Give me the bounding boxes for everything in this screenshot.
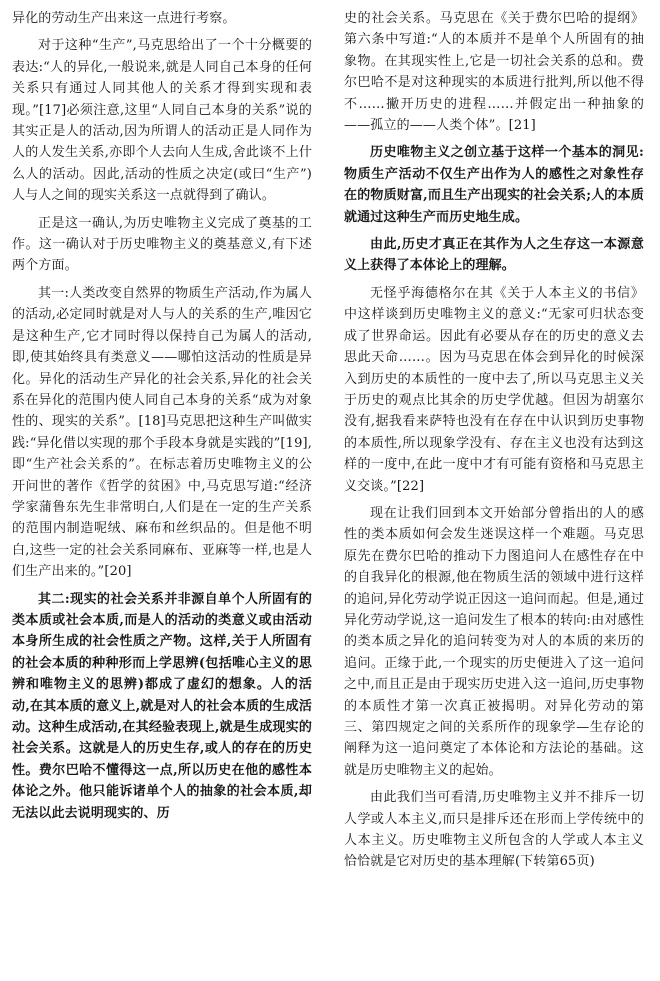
paragraph: 无怪乎海德格尔在其《关于人本主义的书信》中这样谈到历史唯物主义的意义:“无家可归状态变成了世界命运。因此有必要从存在的历史的意义去思此天命……。因为马克思在体会到异化的时候深入到历史的本质性的一度中去了,所以马克思主义关于历史的观点比其余的历史学优越。但因为胡塞尔没有,据我看来萨特也没有在存在中认识到历史事物的本质性,所以现象学没有、存在主义也没有达到这样的一度中,在此一度中才有可能有资格和马克思主义交谈。”[22] xyxy=(344,285,644,494)
paragraph: 正是这一确认,为历史唯物主义完成了奠基的工作。这一确认对于历史唯物主义的奠基意义,有下述两个方面。 xyxy=(12,215,312,274)
paragraph: 其二:现实的社会关系并非源自单个人所固有的类本质或社会本质,而是人的活动的类意义或由活动本身所生成的社会性质之产物。这样,关于人所固有的社会本质的种种形而上学思辨(包括唯心主义的思辨和唯物主义的思辨)都成了虚幻的想象。人的活动,在其本质的意义上,就是对人的社会本质的生成活动。这种生成活动,在其经验表现上,就是生成现实的社会关系。这就是人的历史生存,或人的存在的历史性。费尔巴哈不懂得这一点,所以历史在他的感性本体论之外。他只能诉诸单个人的抽象的社会本质,却无法以此去说明现实的、历 xyxy=(12,591,312,821)
paragraph: 对于这种“生产”,马克思给出了一个十分概要的表达:“人的异化,一般说来,就是人同自己本身的任何关系只有通过人同其他人的关系才得到实现和表现。”[17]必须注意,这里“人同自己本身的关系”说的其实正是人的活动,因为所谓人的活动正是人同作为人的人发生关系,亦即个人去向人生成,舍此谈不上什么人的活动。因此,活动的性质之决定(或曰“生产”)人与人之间的现实关系这一点就得到了确认。 xyxy=(12,38,312,204)
paragraph: 史的社会关系。马克思在《关于费尔巴哈的提纲》第六条中写道:“人的本质并不是单个人所固有的抽象物。在其现实性上,它是一切社会关系的总和。费尔巴哈不是对这种现实的本质进行批判,所以他不得不……撇开历史的进程……并假定出一种抽象的——孤立的——人类个体”。[21] xyxy=(344,11,644,134)
paragraph: 其一:人类改变自然界的物质生产活动,作为属人的活动,必定同时就是对人与人的关系的生产,唯因它是这种生产,它才同时得以保持自己为属人的活动,即,使其始终具有类意义——哪怕这活动的性质是异化。异化的活动生产异化的社会关系,异化的社会关系在异化的范围内使人同自己本身的关系“成为对象性的、现实的关系”。[18]马克思把这种生产叫做实践:“异化借以实现的那个手段本身就是实践的”[19],即“生产社会关系的”。在标志着历史唯物主义的公开问世的著作《哲学的贫困》中,马克思写道:“经济学家蒲鲁东先生非常明白,人们是在一定的生产关系的范围内制造呢绒、麻布和丝织品的。但是他不明白,这些一定的社会关系同麻布、亚麻等一样,也是人们生产出来的。”[20] xyxy=(12,285,312,580)
right-column xyxy=(344,8,644,879)
paragraph: 现在让我们回到本文开始部分曾指出的人的感性的类本质如何会发生迷误这样一个难题。马克思原先在费尔巴哈的推动下力图追问人在感性存在中的自我异化的根源,他在物质生活的领域中进行这样的追问,异化劳动学说正因这一追问而起。但是,通过异化劳动学说,这一追问发生了根本的转向:由对感性的类本质之异化的追问转变为对人的本质的来历的追问。正缘于此,一个现实的历史便进入了这一追问之中,而且正是由于现实历史进入这一追问,历史事物的本质性才第一次真正被揭明。对异化劳动的第三、第四规定之间的关系所作的现象学—生存论的阐释为这一追问奠定了本体论和方法论的基础。这就是历史唯物主义的起始。 xyxy=(344,505,644,778)
paragraph: 历史唯物主义之创立基于这样一个基本的洞见:物质生产活动不仅生产出作为人的感性之对象性存在的物质财富,而且生产出现实的社会关系;人的本质就通过这种生产而历史地生成。 xyxy=(344,145,644,225)
paragraph: 异化的劳动生产出来这一点进行考察。 xyxy=(12,11,236,26)
paragraph: 由此,历史才真正在其作为人之生存这一本源意义上获得了本体论上的理解。 xyxy=(344,237,644,274)
paragraph: 由此我们当可看清,历史唯物主义并不排斥一切人学或人本主义,而只是排斥还在形而上学传统中的人本主义。历史唯物主义所包含的人学或人本主义恰恰就是它对历史的基本理解(下转第65页) xyxy=(344,790,644,870)
left-column xyxy=(12,8,312,830)
